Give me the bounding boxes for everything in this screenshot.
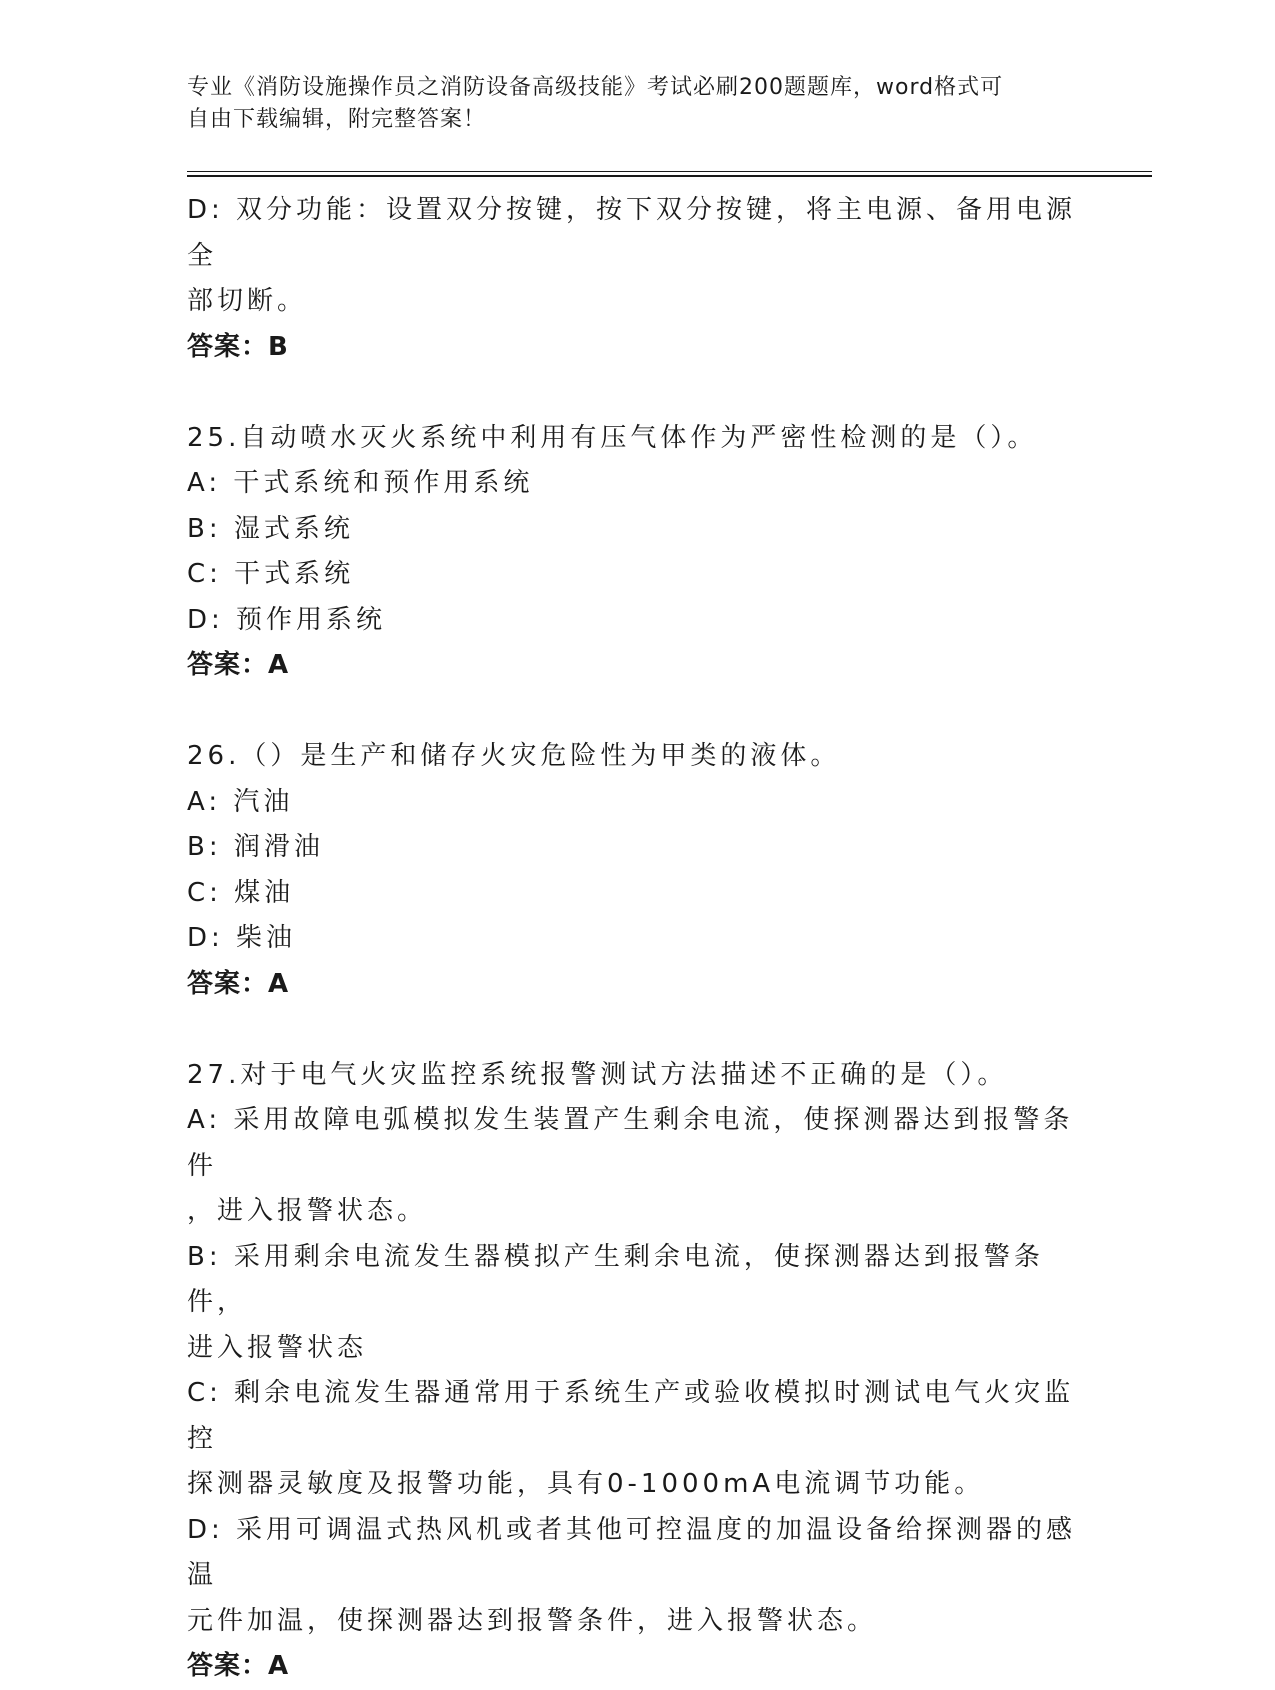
header-rule-top bbox=[187, 171, 1152, 172]
header-title-line-1: 专业《消防设施操作员之消防设备高级技能》考试必刷200题题库，word格式可 bbox=[187, 75, 1004, 100]
option-c: C: 煤油 bbox=[187, 877, 295, 908]
header-rule-bottom bbox=[187, 175, 1152, 177]
option-d-line-1: D: 双分功能：设置双分按键，按下双分按键，将主电源、备用电源全 bbox=[187, 195, 1077, 271]
question-25 bbox=[187, 416, 1087, 689]
spacer bbox=[187, 1007, 1087, 1053]
option-b-line-1: B: 采用剩余电流发生器模拟产生剩余电流，使探测器达到报警条件， bbox=[187, 1241, 1044, 1317]
option-a: A: 汽油 bbox=[187, 786, 294, 817]
page-header bbox=[187, 72, 1067, 136]
option-a-line-1: A: 采用故障电弧模拟发生装置产生剩余电流，使探测器达到报警条件 bbox=[187, 1105, 1074, 1181]
question-27 bbox=[187, 1053, 1087, 1690]
answer-line: 答案：A bbox=[187, 968, 290, 999]
question-text: 25.自动喷水灭火系统中利用有压气体作为严密性检测的是（）。 bbox=[187, 422, 1038, 453]
answer-line: 答案：B bbox=[187, 331, 289, 362]
option-d: D: 预作用系统 bbox=[187, 604, 387, 635]
answer-line: 答案：A bbox=[187, 650, 290, 680]
option-d-line-2: 部切断。 bbox=[187, 286, 308, 316]
spacer bbox=[187, 370, 1087, 416]
option-d-line-1: D: 采用可调温式热风机或者其他可控温度的加温设备给探测器的感温 bbox=[187, 1514, 1077, 1590]
option-a: A: 干式系统和预作用系统 bbox=[187, 468, 534, 498]
option-c: C: 干式系统 bbox=[187, 559, 355, 589]
answer-line: 答案：A bbox=[187, 1651, 290, 1681]
header-title-line-2: 自由下载编辑，附完整答案！ bbox=[187, 107, 487, 132]
option-b: B: 润滑油 bbox=[187, 832, 324, 862]
option-c-line-2: 探测器灵敏度及报警功能，具有0-1000mA电流调节功能。 bbox=[187, 1469, 985, 1499]
question-content bbox=[187, 188, 1087, 1690]
spacer bbox=[187, 689, 1087, 735]
option-d-line-2: 元件加温，使探测器达到报警条件，进入报警状态。 bbox=[187, 1605, 878, 1636]
option-c-line-1: C: 剩余电流发生器通常用于系统生产或验收模拟时测试电气火灾监控 bbox=[187, 1378, 1075, 1454]
option-b-line-2: 进入报警状态 bbox=[187, 1332, 368, 1363]
question-text: 26.（）是生产和储存火灾危险性为甲类的液体。 bbox=[187, 741, 841, 771]
option-d: D: 柴油 bbox=[187, 923, 297, 953]
question-26 bbox=[187, 734, 1087, 1007]
question-24-tail bbox=[187, 188, 1087, 370]
option-a-line-2: ，进入报警状态。 bbox=[187, 1196, 428, 1226]
option-b: B: 湿式系统 bbox=[187, 513, 354, 544]
question-text: 27.对于电气火灾监控系统报警测试方法描述不正确的是（）。 bbox=[187, 1059, 1008, 1090]
